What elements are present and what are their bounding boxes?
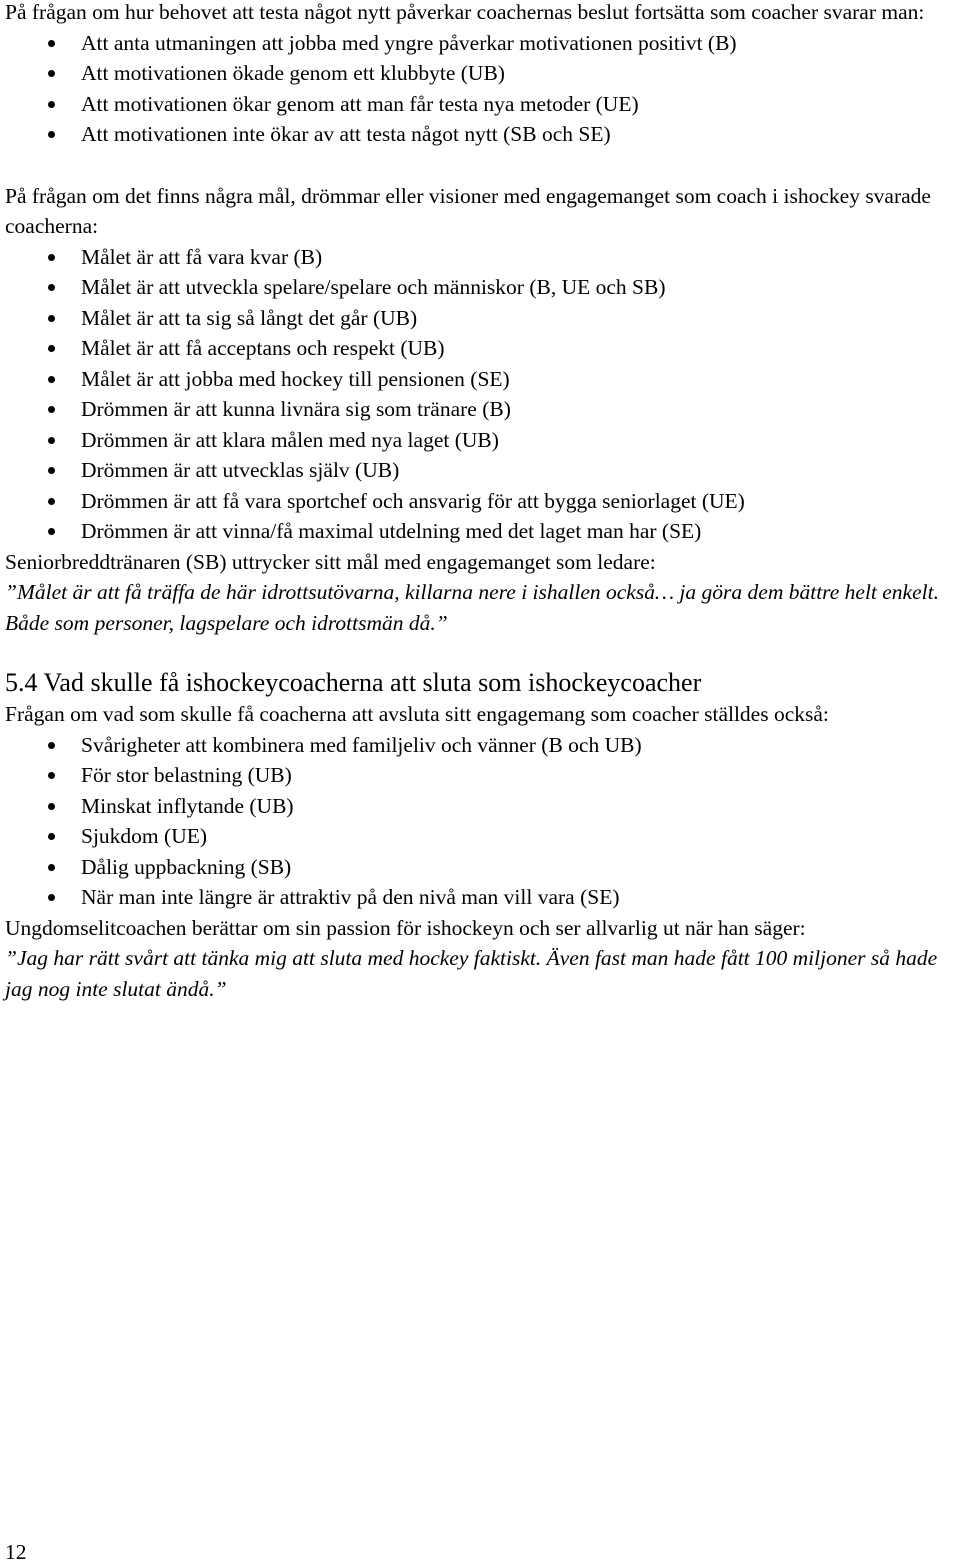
- paragraph-spacer: [5, 150, 957, 181]
- list-item: [5, 852, 957, 883]
- bullet-icon: [48, 376, 55, 383]
- bullet-icon: [48, 284, 55, 291]
- list-item: [5, 303, 957, 334]
- bullet-icon: [48, 70, 55, 77]
- list-item: [5, 760, 957, 791]
- bullet-icon: [48, 528, 55, 535]
- section1-intro: På frågan om hur behovet att testa något nytt påverkar coachernas beslut fortsätta som coacher svarar man:: [5, 0, 925, 24]
- bullet-icon: [48, 772, 55, 779]
- list-item-text: När man inte längre är attraktiv på den nivå man vill vara (SE): [81, 885, 620, 909]
- section3-intro: Frågan om vad som skulle få coacherna att avsluta sitt engagemang som coacher ställdes också:: [5, 702, 829, 726]
- list-item: [5, 516, 957, 547]
- list-item: [5, 455, 957, 486]
- list-item: [5, 272, 957, 303]
- bullet-icon: [48, 345, 55, 352]
- list-item-text: Drömmen är att få vara sportchef och ansvarig för att bygga seniorlaget (UE): [81, 488, 745, 513]
- list-item-text: Målet är att jobba med hockey till pensionen (SE): [81, 366, 510, 391]
- list-item: [5, 364, 957, 395]
- list-item: [5, 791, 957, 822]
- bullet-icon: [48, 254, 55, 261]
- section-heading: 5.4 Vad skulle få ishockeycoacherna att sluta som ishockeycoacher: [5, 668, 702, 697]
- list-item-text: Att motivationen ökar genom att man får testa nya metoder (UE): [81, 91, 639, 116]
- bullet-icon: [48, 742, 55, 749]
- bullet-icon: [48, 864, 55, 871]
- page-number: 12: [5, 1540, 27, 1564]
- list-item: [5, 58, 957, 89]
- list-item-text: Drömmen är att klara målen med nya laget (UB): [81, 427, 499, 452]
- list-item-text: Svårigheter att kombinera med familjeliv och vänner (B och UB): [81, 732, 642, 757]
- section3-quote: ”Jag har rätt svårt att tänka mig att sluta med hockey faktiskt. Även fast man hade fått 100 miljoner så hade jag nog inte slutat ändå.”: [5, 946, 938, 1001]
- bullet-icon: [48, 40, 55, 47]
- list-item-text: För stor belastning (UB): [81, 763, 292, 787]
- list-item: [5, 486, 957, 517]
- bullet-icon: [48, 437, 55, 444]
- list-item: [5, 730, 957, 761]
- list-item-text: Målet är att få acceptans och respekt (UB): [81, 336, 445, 360]
- list-item: [5, 425, 957, 456]
- list-item: [5, 882, 957, 913]
- list-item: [5, 89, 957, 120]
- section2-list: [5, 242, 957, 547]
- section3-followup: Ungdomselitcoachen berättar om sin passion för ishockeyn och ser allvarlig ut när han säger:: [5, 915, 806, 940]
- bullet-icon: [48, 833, 55, 840]
- list-item-text: Drömmen är att kunna livnära sig som tränare (B): [81, 397, 511, 421]
- list-item-text: Minskat inflytande (UB): [81, 793, 294, 818]
- paragraph-spacer: [5, 638, 957, 667]
- list-item: [5, 28, 957, 59]
- bullet-icon: [48, 467, 55, 474]
- section2-intro: På frågan om det finns några mål, drömmar eller visioner med engagemanget som coach i ishockey svarade coacherna:: [5, 183, 931, 238]
- list-item-text: Drömmen är att utvecklas själv (UB): [81, 458, 400, 482]
- list-item: [5, 119, 957, 150]
- list-item-text: Drömmen är att vinna/få maximal utdelning med det laget man har (SE): [81, 519, 702, 543]
- list-item-text: Att anta utmaningen att jobba med yngre påverkar motivationen positivt (B): [81, 30, 737, 55]
- list-item-text: Sjukdom (UE): [81, 824, 208, 848]
- bullet-icon: [48, 894, 55, 901]
- document-page: [5, 0, 957, 1004]
- section1-list: [5, 28, 957, 150]
- list-item-text: Målet är att utveckla spelare/spelare och människor (B, UE och SB): [81, 275, 666, 299]
- list-item-text: Målet är att ta sig så långt det går (UB): [81, 305, 418, 330]
- list-item: [5, 333, 957, 364]
- list-item: [5, 242, 957, 273]
- bullet-icon: [48, 131, 55, 138]
- list-item-text: Att motivationen inte ökar av att testa något nytt (SB och SE): [81, 122, 611, 146]
- bullet-icon: [48, 803, 55, 810]
- section3-list: [5, 730, 957, 913]
- bullet-icon: [48, 406, 55, 413]
- section2-quote: ”Målet är att få träffa de här idrottsutövarna, killarna nere i ishallen också… ja göra dem bättre helt enkelt. Både som personer, lagspelare och idrottsmän då.”: [5, 580, 939, 635]
- bullet-icon: [48, 101, 55, 108]
- section2-followup: Seniorbreddtränaren (SB) uttrycker sitt mål med engagemanget som ledare:: [5, 549, 656, 574]
- list-item: [5, 394, 957, 425]
- list-item: [5, 821, 957, 852]
- bullet-icon: [48, 498, 55, 505]
- list-item-text: Att motivationen ökade genom ett klubbyte (UB): [81, 61, 505, 85]
- list-item-text: Målet är att få vara kvar (B): [81, 244, 323, 269]
- bullet-icon: [48, 315, 55, 322]
- list-item-text: Dålig uppbackning (SB): [81, 854, 292, 879]
